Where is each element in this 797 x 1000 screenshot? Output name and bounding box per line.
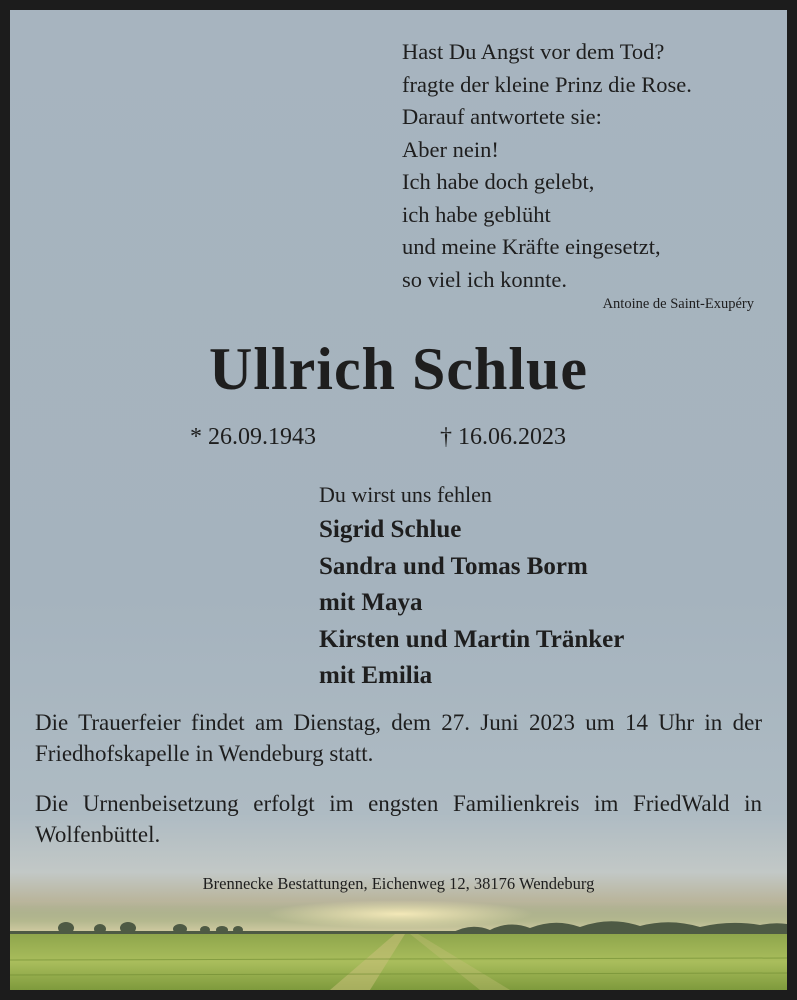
poem-line: Darauf antwortete sie:: [402, 104, 602, 129]
mourner-name: Sigrid Schlue: [319, 516, 462, 543]
poem-line: fragte der kleine Prinz die Rose.: [402, 71, 692, 97]
poem-line: und meine Kräfte eingesetzt,: [402, 234, 661, 259]
poem-line: ich habe geblüht: [402, 201, 551, 227]
mourner-name: mit Emilia: [319, 662, 433, 689]
burial-notice: Die Urnenbeisetzung erfolgt im engsten Familienkreis im FriedWald in Wolfenbüttel.: [35, 791, 762, 847]
poem-line: so viel ich konnte.: [402, 266, 567, 292]
mourners-block: [319, 478, 624, 695]
death-date: † 16.06.2023: [440, 424, 566, 450]
poem-line: Aber nein!: [402, 136, 499, 162]
deceased-name: Ullrich Schlue: [208, 336, 588, 402]
poem-author: Antoine de Saint-Exupéry: [602, 296, 754, 312]
poem-line: Ich habe doch gelebt,: [402, 169, 595, 194]
mourner-name: mit Maya: [319, 589, 423, 616]
mourner-name: Sandra und Tomas Borm: [319, 552, 588, 580]
mourners-intro: Du wirst uns fehlen: [319, 482, 492, 507]
poem-line: Hast Du Angst vor dem Tod?: [402, 39, 665, 64]
funeral-notice: Die Trauerfeier findet am Dienstag, dem 27. Juni 2023 um 14 Uhr in der Friedhofskapelle in Wendeburg statt.: [35, 710, 762, 766]
field-landscape-image: [10, 900, 787, 990]
poem: [402, 36, 772, 296]
birth-date: * 26.09.1943: [190, 424, 316, 450]
mourner-name: Kirsten und Martin Tränker: [319, 625, 625, 653]
undertaker-address: Brennecke Bestattungen, Eichenweg 12, 38176 Wendeburg: [202, 874, 595, 893]
